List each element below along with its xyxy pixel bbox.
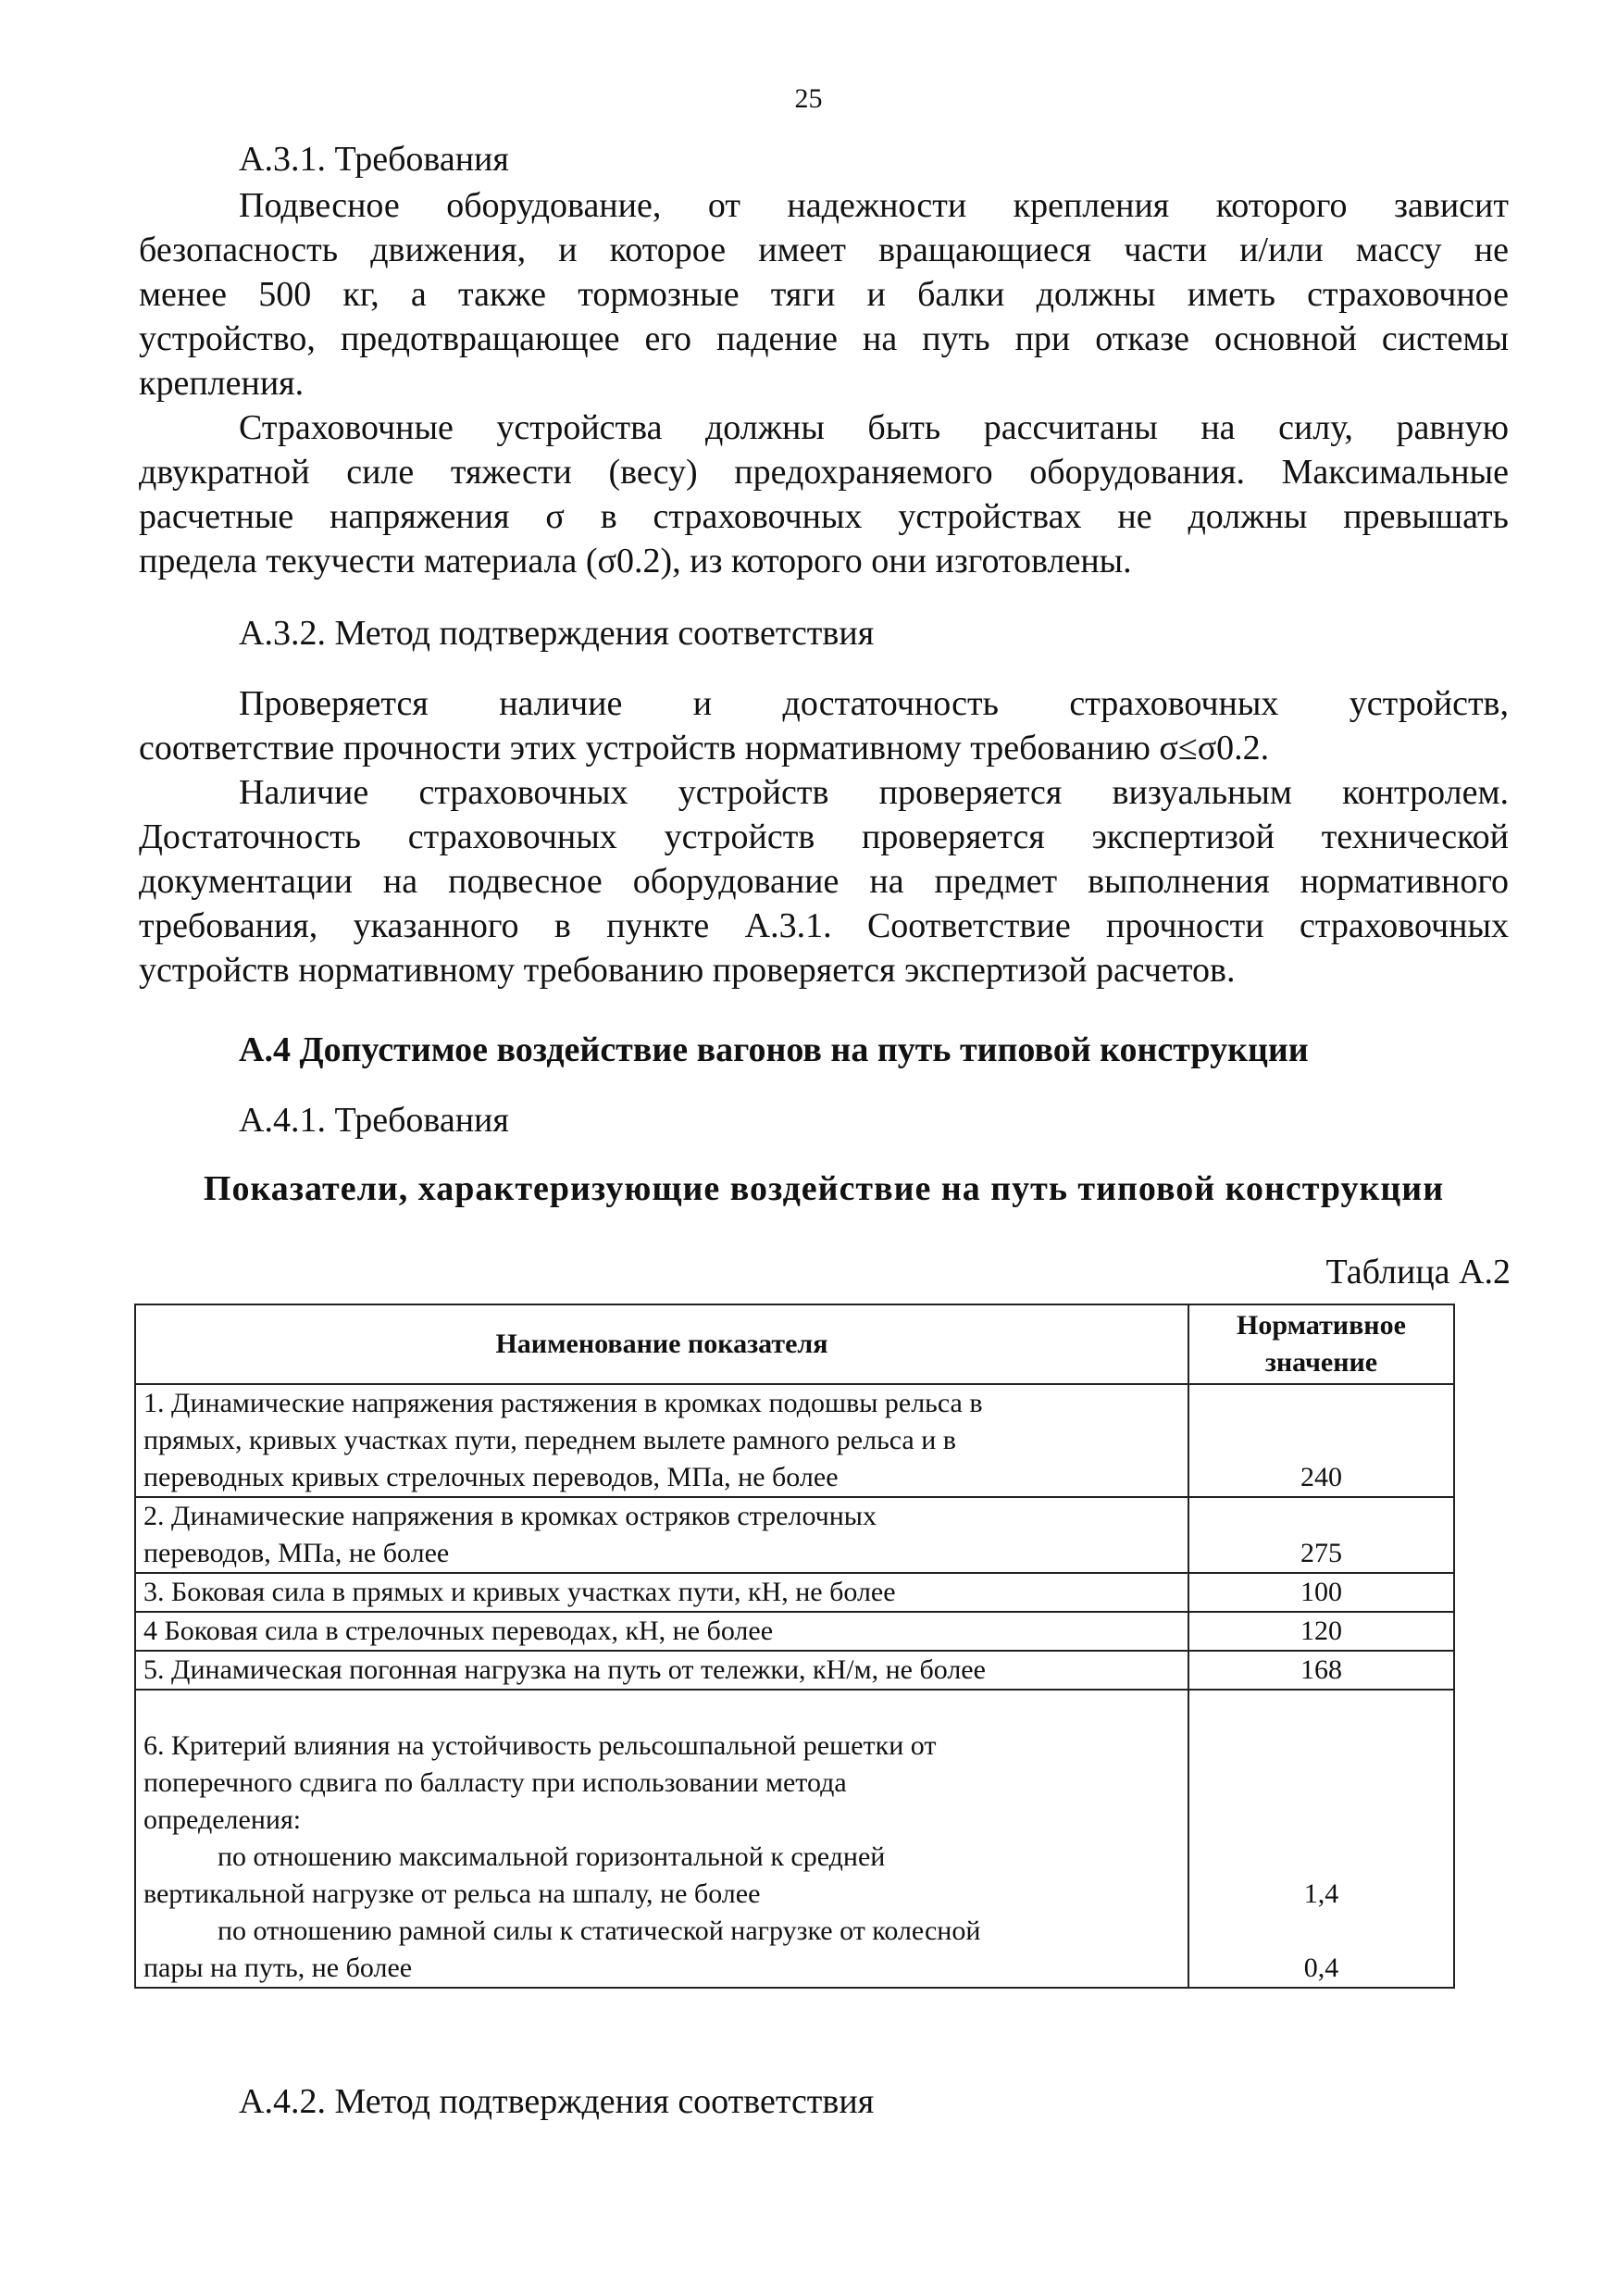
row-text-line: 1. Динамические напряжения растяжения в кромках подошвы рельса в xyxy=(143,1388,983,1418)
table-row xyxy=(135,1573,1454,1612)
paragraph-line: Проверяется наличие и достаточность страховочных устройств, xyxy=(239,684,1509,723)
row-name xyxy=(135,1690,1188,1988)
section-heading-a4: А.4 Допустимое воздействие вагонов на путь типовой конструкции xyxy=(239,1030,1309,1069)
section-heading-a42: А.4.2. Метод подтверждения соответствия xyxy=(239,2082,875,2121)
row-text-line: по отношению максимальной горизонтальной к средней xyxy=(218,1841,886,1872)
paragraph-line: требования, указанного в пункте А.3.1. Соответствие прочности страховочных xyxy=(139,906,1509,945)
paragraph-line: расчетные напряжения σ в страховочных устройствах не должны превышать xyxy=(139,497,1509,536)
table-row xyxy=(135,1497,1454,1573)
paragraph-line: соответствие прочности этих устройств нормативному требованию σ≤σ0.2. xyxy=(139,729,1270,767)
row-text-line: переводных кривых стрелочных переводов, МПа, не более xyxy=(143,1462,839,1492)
row-text-line: 2. Динамические напряжения в кромках остряков стрелочных xyxy=(143,1501,877,1531)
row-text-line: 3. Боковая сила в прямых и кривых участках пути, кН, не более xyxy=(143,1577,896,1607)
paragraph-line: предела текучести материала (σ0.2), из которого они изготовлены. xyxy=(139,542,1132,580)
row-name xyxy=(135,1651,1188,1690)
row-text-line: переводов, МПа, не более xyxy=(143,1538,450,1568)
row-text-line: поперечного сдвига по балласту при использовании метода xyxy=(143,1767,847,1798)
paragraph-line: безопасность движения, и которое имеет вращающиеся части и/или массу не xyxy=(139,231,1509,269)
row-value: 240 xyxy=(1188,1384,1454,1497)
row-name xyxy=(135,1497,1188,1573)
row-text-line: по отношению рамной силы к статической нагрузке от колесной xyxy=(218,1915,981,1946)
column-header-name: Наименование показателя xyxy=(135,1304,1188,1384)
paragraph-line: двукратной силе тяжести (весу) предохраняемого оборудования. Максимальные xyxy=(139,453,1509,492)
column-header-value: Нормативное значение xyxy=(1188,1304,1454,1384)
table-header-row xyxy=(135,1304,1454,1384)
row-value: 100 xyxy=(1188,1573,1454,1612)
row-value: 120 xyxy=(1188,1612,1454,1651)
row-name xyxy=(135,1612,1188,1651)
row-subvalue: 1,4 xyxy=(1303,1878,1339,1909)
paragraph-line: менее 500 кг, а также тормозные тяги и балки должны иметь страховочное xyxy=(139,275,1509,314)
row-text-line: 5. Динамическая погонная нагрузка на путь от тележки, кН/м, не более xyxy=(143,1654,986,1685)
row-text-line: вертикальной нагрузке от рельса на шпалу, не более xyxy=(143,1878,761,1909)
row-subvalue: 0,4 xyxy=(1303,1953,1339,1983)
paragraph-line: устройств нормативному требованию проверяется экспертизой расчетов. xyxy=(139,951,1236,990)
paragraph-line: Достаточность страховочных устройств проверяется экспертизой технической xyxy=(139,817,1509,856)
row-text-line: 6. Критерий влияния на устойчивость рельсошпальной решетки от xyxy=(143,1730,937,1761)
table-row xyxy=(135,1690,1454,1988)
table-label: Таблица А.2 xyxy=(1325,1253,1511,1292)
table-row xyxy=(135,1651,1454,1690)
section-heading-a32: А.3.2. Метод подтверждения соответствия xyxy=(239,614,875,653)
table-title: Показатели, характеризующие воздействие на путь типовой конструкции xyxy=(203,1169,1445,1208)
row-text-line: пары на путь, не более xyxy=(143,1953,413,1983)
row-value: 275 xyxy=(1188,1497,1454,1573)
row-name xyxy=(135,1384,1188,1497)
table-row xyxy=(135,1384,1454,1497)
paragraph-line: документации на подвесное оборудование на предмет выполнения нормативного xyxy=(139,862,1509,901)
table-row xyxy=(135,1612,1454,1651)
row-text-line: 4 Боковая сила в стрелочных переводах, кН, не более xyxy=(143,1616,774,1646)
paragraph-line: Страховочные устройства должны быть рассчитаны на силу, равную xyxy=(239,408,1509,447)
section-heading-a31: А.3.1. Требования xyxy=(239,140,509,179)
paragraph-line: Подвесное оборудование, от надежности крепления которого зависит xyxy=(239,186,1509,225)
row-value xyxy=(1188,1690,1454,1988)
row-text-line: определения: xyxy=(143,1804,302,1835)
row-name xyxy=(135,1573,1188,1612)
section-heading-a41: А.4.1. Требования xyxy=(239,1101,509,1140)
row-value: 168 xyxy=(1188,1651,1454,1690)
row-text-line: прямых, кривых участках пути, переднем вылете рамного рельса и в xyxy=(143,1425,956,1455)
paragraph-line: крепления. xyxy=(139,364,305,403)
paragraph-line: Наличие страховочных устройств проверяется визуальным контролем. xyxy=(239,773,1509,812)
indicators-table xyxy=(134,1304,1455,1989)
paragraph-line: устройство, предотвращающее его падение на путь при отказе основной системы xyxy=(139,319,1509,358)
page-number: 25 xyxy=(794,83,823,114)
